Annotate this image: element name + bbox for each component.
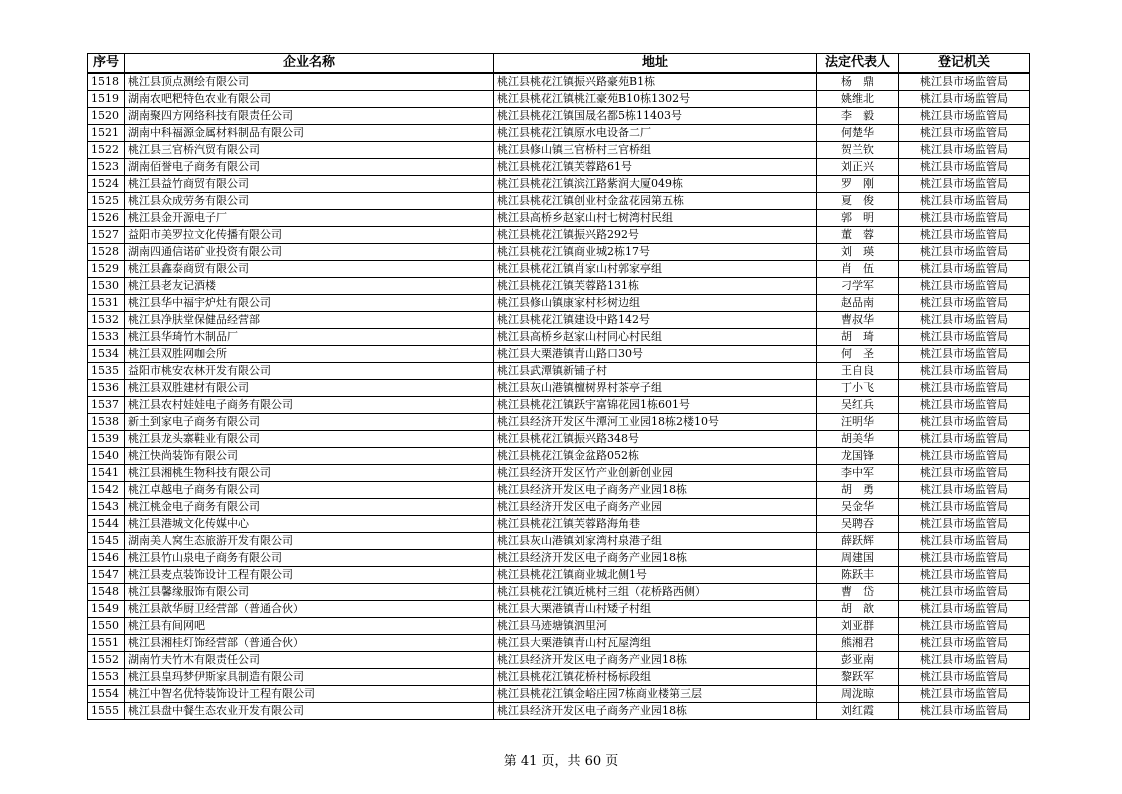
cell-legal-representative: 刘正兴	[817, 159, 899, 176]
cell-serial-number: 1555	[88, 703, 125, 720]
cell-address: 桃江县桃花江镇建设中路142号	[494, 312, 817, 329]
cell-legal-representative: 吴金华	[817, 499, 899, 516]
cell-serial-number: 1525	[88, 193, 125, 210]
table-row	[88, 193, 1030, 210]
table-row	[88, 227, 1030, 244]
cell-registration-authority: 桃江县市场监管局	[899, 431, 1030, 448]
cell-address: 桃江县桃花江镇国晟名都5栋11403号	[494, 108, 817, 125]
cell-registration-authority: 桃江县市场监管局	[899, 176, 1030, 193]
table-row	[88, 346, 1030, 363]
cell-company-name: 桃江县皇玛梦伊斯家具制造有限公司	[125, 669, 494, 686]
cell-serial-number: 1520	[88, 108, 125, 125]
table-row	[88, 329, 1030, 346]
cell-serial-number: 1523	[88, 159, 125, 176]
cell-legal-representative: 刘红霞	[817, 703, 899, 720]
cell-legal-representative: 曹叔华	[817, 312, 899, 329]
cell-company-name: 湖南聚四方网络科技有限责任公司	[125, 108, 494, 125]
cell-serial-number: 1519	[88, 91, 125, 108]
cell-registration-authority: 桃江县市场监管局	[899, 533, 1030, 550]
cell-legal-representative: 罗 刚	[817, 176, 899, 193]
cell-address: 桃江县大栗港镇青山村矮子村组	[494, 601, 817, 618]
table-row	[88, 601, 1030, 618]
table-row	[88, 533, 1030, 550]
cell-registration-authority: 桃江县市场监管局	[899, 482, 1030, 499]
cell-registration-authority: 桃江县市场监管局	[899, 142, 1030, 159]
cell-legal-representative: 刘 瑛	[817, 244, 899, 261]
cell-serial-number: 1522	[88, 142, 125, 159]
cell-legal-representative: 陈跃丰	[817, 567, 899, 584]
cell-serial-number: 1551	[88, 635, 125, 652]
table-row	[88, 176, 1030, 193]
cell-registration-authority: 桃江县市场监管局	[899, 125, 1030, 142]
cell-address: 桃江县经济开发区电子商务产业园18栋	[494, 550, 817, 567]
cell-address: 桃江县桃花江镇花桥村杨标段组	[494, 669, 817, 686]
table-row	[88, 669, 1030, 686]
cell-company-name: 桃江县港城文化传媒中心	[125, 516, 494, 533]
cell-address: 桃江县桃花江镇原水电设备二厂	[494, 125, 817, 142]
cell-registration-authority: 桃江县市场监管局	[899, 567, 1030, 584]
cell-address: 桃江县桃花江镇芙蓉路131栋	[494, 278, 817, 295]
cell-company-name: 桃江县湘桃生物科技有限公司	[125, 465, 494, 482]
cell-serial-number: 1535	[88, 363, 125, 380]
table-row	[88, 482, 1030, 499]
cell-registration-authority: 桃江县市场监管局	[899, 295, 1030, 312]
cell-company-name: 湖南佰誉电子商务有限公司	[125, 159, 494, 176]
cell-legal-representative: 赵品南	[817, 295, 899, 312]
cell-company-name: 桃江桃金电子商务有限公司	[125, 499, 494, 516]
cell-address: 桃江县马迹塘镇泗里河	[494, 618, 817, 635]
cell-registration-authority: 桃江县市场监管局	[899, 91, 1030, 108]
table-row	[88, 652, 1030, 669]
table-row	[88, 618, 1030, 635]
cell-company-name: 湖南农吧粑特色农业有限公司	[125, 91, 494, 108]
cell-company-name: 桃江县金开源电子厂	[125, 210, 494, 227]
cell-legal-representative: 李 毅	[817, 108, 899, 125]
cell-address: 桃江县灰山港镇檀树界村茶亭子组	[494, 380, 817, 397]
cell-legal-representative: 周建国	[817, 550, 899, 567]
table-row	[88, 244, 1030, 261]
cell-registration-authority: 桃江县市场监管局	[899, 380, 1030, 397]
cell-serial-number: 1548	[88, 584, 125, 601]
cell-company-name: 桃江县双胜建材有限公司	[125, 380, 494, 397]
cell-serial-number: 1554	[88, 686, 125, 703]
cell-company-name: 桃江县华中福宇炉灶有限公司	[125, 295, 494, 312]
cell-serial-number: 1543	[88, 499, 125, 516]
cell-registration-authority: 桃江县市场监管局	[899, 686, 1030, 703]
cell-address: 桃江县大栗港镇青山路口30号	[494, 346, 817, 363]
cell-registration-authority: 桃江县市场监管局	[899, 703, 1030, 720]
cell-company-name: 桃江县盘中餐生态农业开发有限公司	[125, 703, 494, 720]
cell-serial-number: 1534	[88, 346, 125, 363]
cell-serial-number: 1533	[88, 329, 125, 346]
registry-table	[87, 53, 1030, 720]
table-row	[88, 108, 1030, 125]
cell-legal-representative: 杨 鼎	[817, 73, 899, 91]
cell-registration-authority: 桃江县市场监管局	[899, 346, 1030, 363]
cell-address: 桃江县桃花江镇创业村金盆花园第五栋	[494, 193, 817, 210]
cell-registration-authority: 桃江县市场监管局	[899, 414, 1030, 431]
cell-registration-authority: 桃江县市场监管局	[899, 652, 1030, 669]
cell-serial-number: 1546	[88, 550, 125, 567]
cell-company-name: 桃江中智名优特装饰设计工程有限公司	[125, 686, 494, 703]
cell-company-name: 桃江县双胜网咖会所	[125, 346, 494, 363]
cell-company-name: 桃江卓越电子商务有限公司	[125, 482, 494, 499]
cell-serial-number: 1539	[88, 431, 125, 448]
cell-company-name: 桃江县竹山泉电子商务有限公司	[125, 550, 494, 567]
cell-company-name: 桃江县老友记酒楼	[125, 278, 494, 295]
cell-address: 桃江县桃花江镇芙蓉路海角巷	[494, 516, 817, 533]
cell-serial-number: 1544	[88, 516, 125, 533]
cell-serial-number: 1542	[88, 482, 125, 499]
cell-serial-number: 1553	[88, 669, 125, 686]
header-company-name: 企业名称	[125, 54, 494, 74]
cell-registration-authority: 桃江县市场监管局	[899, 261, 1030, 278]
cell-address: 桃江县桃花江镇滨江路紫润大厦049栋	[494, 176, 817, 193]
cell-registration-authority: 桃江县市场监管局	[899, 516, 1030, 533]
cell-registration-authority: 桃江县市场监管局	[899, 278, 1030, 295]
cell-legal-representative: 何楚华	[817, 125, 899, 142]
cell-serial-number: 1527	[88, 227, 125, 244]
table-row	[88, 516, 1030, 533]
table-row	[88, 499, 1030, 516]
cell-company-name: 益阳市美罗拉文化传播有限公司	[125, 227, 494, 244]
table-row	[88, 703, 1030, 720]
cell-registration-authority: 桃江县市场监管局	[899, 448, 1030, 465]
cell-address: 桃江县高桥乡赵家山村七树湾村民组	[494, 210, 817, 227]
table-row	[88, 210, 1030, 227]
cell-registration-authority: 桃江县市场监管局	[899, 499, 1030, 516]
cell-registration-authority: 桃江县市场监管局	[899, 618, 1030, 635]
table-row	[88, 584, 1030, 601]
cell-company-name: 桃江县顶点测绘有限公司	[125, 73, 494, 91]
cell-company-name: 桃江县农村娃娃电子商务有限公司	[125, 397, 494, 414]
cell-address: 桃江县桃花江镇振兴路豪苑B1栋	[494, 73, 817, 91]
cell-address: 桃江县经济开发区电子商务产业园	[494, 499, 817, 516]
cell-legal-representative: 彭亚南	[817, 652, 899, 669]
cell-legal-representative: 丁小飞	[817, 380, 899, 397]
cell-address: 桃江县经济开发区电子商务产业园18栋	[494, 652, 817, 669]
cell-company-name: 益阳市桃安农林开发有限公司	[125, 363, 494, 380]
cell-serial-number: 1529	[88, 261, 125, 278]
cell-serial-number: 1528	[88, 244, 125, 261]
table-row	[88, 397, 1030, 414]
cell-address: 桃江县经济开发区电子商务产业园18栋	[494, 482, 817, 499]
cell-legal-representative: 王自良	[817, 363, 899, 380]
cell-legal-representative: 何 圣	[817, 346, 899, 363]
page-number-footer: 第 41 页，共 60 页	[503, 754, 619, 769]
cell-company-name: 桃江县歆华厨卫经营部（普通合伙）	[125, 601, 494, 618]
header-serial-number: 序号	[88, 54, 125, 74]
table-row	[88, 431, 1030, 448]
cell-registration-authority: 桃江县市场监管局	[899, 669, 1030, 686]
cell-registration-authority: 桃江县市场监管局	[899, 244, 1030, 261]
cell-serial-number: 1518	[88, 73, 125, 91]
cell-address: 桃江县灰山港镇刘家湾村泉港子组	[494, 533, 817, 550]
cell-legal-representative: 汪明华	[817, 414, 899, 431]
cell-serial-number: 1530	[88, 278, 125, 295]
cell-registration-authority: 桃江县市场监管局	[899, 397, 1030, 414]
cell-serial-number: 1541	[88, 465, 125, 482]
cell-legal-representative: 刁学军	[817, 278, 899, 295]
cell-address: 桃江县桃花江镇振兴路292号	[494, 227, 817, 244]
cell-registration-authority: 桃江县市场监管局	[899, 601, 1030, 618]
table-row	[88, 448, 1030, 465]
table-row	[88, 363, 1030, 380]
cell-registration-authority: 桃江县市场监管局	[899, 329, 1030, 346]
cell-legal-representative: 李中军	[817, 465, 899, 482]
cell-serial-number: 1552	[88, 652, 125, 669]
cell-company-name: 桃江县有间网吧	[125, 618, 494, 635]
cell-registration-authority: 桃江县市场监管局	[899, 363, 1030, 380]
cell-serial-number: 1524	[88, 176, 125, 193]
cell-serial-number: 1549	[88, 601, 125, 618]
cell-address: 桃江县桃花江镇跃宇富锦花园1栋601号	[494, 397, 817, 414]
table-header-row	[88, 54, 1030, 74]
table-row	[88, 91, 1030, 108]
cell-address: 桃江县桃花江镇近桃村三组（花桥路西侧）	[494, 584, 817, 601]
cell-legal-representative: 刘亚群	[817, 618, 899, 635]
cell-serial-number: 1540	[88, 448, 125, 465]
cell-address: 桃江县高桥乡赵家山村同心村民组	[494, 329, 817, 346]
cell-legal-representative: 黎跃军	[817, 669, 899, 686]
cell-legal-representative: 周泷晾	[817, 686, 899, 703]
cell-registration-authority: 桃江县市场监管局	[899, 550, 1030, 567]
cell-serial-number: 1536	[88, 380, 125, 397]
header-registration-authority: 登记机关	[899, 54, 1030, 74]
table-body	[88, 73, 1030, 720]
cell-legal-representative: 龙国锋	[817, 448, 899, 465]
cell-serial-number: 1531	[88, 295, 125, 312]
cell-registration-authority: 桃江县市场监管局	[899, 73, 1030, 91]
cell-address: 桃江县经济开发区牛潭河工业园18栋2楼10号	[494, 414, 817, 431]
cell-address: 桃江县桃花江镇振兴路348号	[494, 431, 817, 448]
cell-serial-number: 1537	[88, 397, 125, 414]
cell-company-name: 桃江县龙头寨鞋业有限公司	[125, 431, 494, 448]
header-legal-representative: 法定代表人	[817, 54, 899, 74]
cell-company-name: 湖南美人窝生态旅游开发有限公司	[125, 533, 494, 550]
cell-company-name: 桃江县华琦竹木制品厂	[125, 329, 494, 346]
table-row	[88, 414, 1030, 431]
cell-company-name: 新土到家电子商务有限公司	[125, 414, 494, 431]
cell-legal-representative: 郭 明	[817, 210, 899, 227]
cell-serial-number: 1521	[88, 125, 125, 142]
cell-legal-representative: 曹 岱	[817, 584, 899, 601]
table-row	[88, 125, 1030, 142]
table-row	[88, 73, 1030, 91]
cell-address: 桃江县经济开发区电子商务产业园18栋	[494, 703, 817, 720]
cell-address: 桃江县修山镇康家村杉树边组	[494, 295, 817, 312]
cell-address: 桃江县武潭镇新铺子村	[494, 363, 817, 380]
cell-legal-representative: 董 蓉	[817, 227, 899, 244]
table-row	[88, 380, 1030, 397]
table-row	[88, 465, 1030, 482]
cell-address: 桃江县经济开发区竹产业创新创业园	[494, 465, 817, 482]
table-row	[88, 159, 1030, 176]
cell-company-name: 湖南四通信诺矿业投资有限公司	[125, 244, 494, 261]
table-row	[88, 635, 1030, 652]
header-address: 地址	[494, 54, 817, 74]
cell-address: 桃江县桃花江镇芙蓉路61号	[494, 159, 817, 176]
cell-legal-representative: 贺兰钦	[817, 142, 899, 159]
cell-registration-authority: 桃江县市场监管局	[899, 312, 1030, 329]
cell-serial-number: 1526	[88, 210, 125, 227]
cell-legal-representative: 胡 歆	[817, 601, 899, 618]
cell-serial-number: 1545	[88, 533, 125, 550]
cell-serial-number: 1538	[88, 414, 125, 431]
cell-registration-authority: 桃江县市场监管局	[899, 465, 1030, 482]
cell-address: 桃江县修山镇三官桥村三官桥组	[494, 142, 817, 159]
cell-company-name: 桃江县净肤堂保健品经营部	[125, 312, 494, 329]
cell-registration-authority: 桃江县市场监管局	[899, 584, 1030, 601]
cell-company-name: 桃江县馨缘服饰有限公司	[125, 584, 494, 601]
cell-registration-authority: 桃江县市场监管局	[899, 635, 1030, 652]
cell-address: 桃江县桃花江镇桃江豪苑B10栋1302号	[494, 91, 817, 108]
cell-address: 桃江县桃花江镇肖家山村郭家亭组	[494, 261, 817, 278]
cell-registration-authority: 桃江县市场监管局	[899, 210, 1030, 227]
cell-legal-representative: 胡美华	[817, 431, 899, 448]
cell-address: 桃江县桃花江镇商业城北侧1号	[494, 567, 817, 584]
cell-company-name: 桃江县众成劳务有限公司	[125, 193, 494, 210]
cell-serial-number: 1532	[88, 312, 125, 329]
cell-company-name: 桃江县鑫泰商贸有限公司	[125, 261, 494, 278]
table-row	[88, 567, 1030, 584]
cell-legal-representative: 夏 俊	[817, 193, 899, 210]
cell-serial-number: 1547	[88, 567, 125, 584]
cell-registration-authority: 桃江县市场监管局	[899, 159, 1030, 176]
cell-company-name: 桃江县三官桥汽贸有限公司	[125, 142, 494, 159]
cell-legal-representative: 胡 勇	[817, 482, 899, 499]
cell-address: 桃江县大栗港镇青山村瓦屋湾组	[494, 635, 817, 652]
cell-address: 桃江县桃花江镇金盆路052栋	[494, 448, 817, 465]
table-row	[88, 312, 1030, 329]
cell-legal-representative: 吴红兵	[817, 397, 899, 414]
cell-address: 桃江县桃花江镇商业城2栋17号	[494, 244, 817, 261]
cell-address: 桃江县桃花江镇金峪庄园7栋商业楼第三层	[494, 686, 817, 703]
cell-legal-representative: 熊湘君	[817, 635, 899, 652]
table-row	[88, 686, 1030, 703]
cell-legal-representative: 吴聘吞	[817, 516, 899, 533]
cell-registration-authority: 桃江县市场监管局	[899, 227, 1030, 244]
cell-legal-representative: 姚维北	[817, 91, 899, 108]
table-row	[88, 261, 1030, 278]
table-row	[88, 295, 1030, 312]
cell-legal-representative: 胡 琦	[817, 329, 899, 346]
cell-company-name: 桃江县麦点装饰设计工程有限公司	[125, 567, 494, 584]
cell-company-name: 桃江快尚装饰有限公司	[125, 448, 494, 465]
cell-company-name: 湖南竹夫竹木有限责任公司	[125, 652, 494, 669]
cell-registration-authority: 桃江县市场监管局	[899, 108, 1030, 125]
cell-company-name: 湖南中科福源金属材料制品有限公司	[125, 125, 494, 142]
cell-serial-number: 1550	[88, 618, 125, 635]
cell-legal-representative: 薛跃辉	[817, 533, 899, 550]
cell-legal-representative: 肖 伍	[817, 261, 899, 278]
table-row	[88, 142, 1030, 159]
cell-company-name: 桃江县益竹商贸有限公司	[125, 176, 494, 193]
table-row	[88, 278, 1030, 295]
table-row	[88, 550, 1030, 567]
cell-registration-authority: 桃江县市场监管局	[899, 193, 1030, 210]
cell-company-name: 桃江县湘桂灯饰经营部（普通合伙）	[125, 635, 494, 652]
